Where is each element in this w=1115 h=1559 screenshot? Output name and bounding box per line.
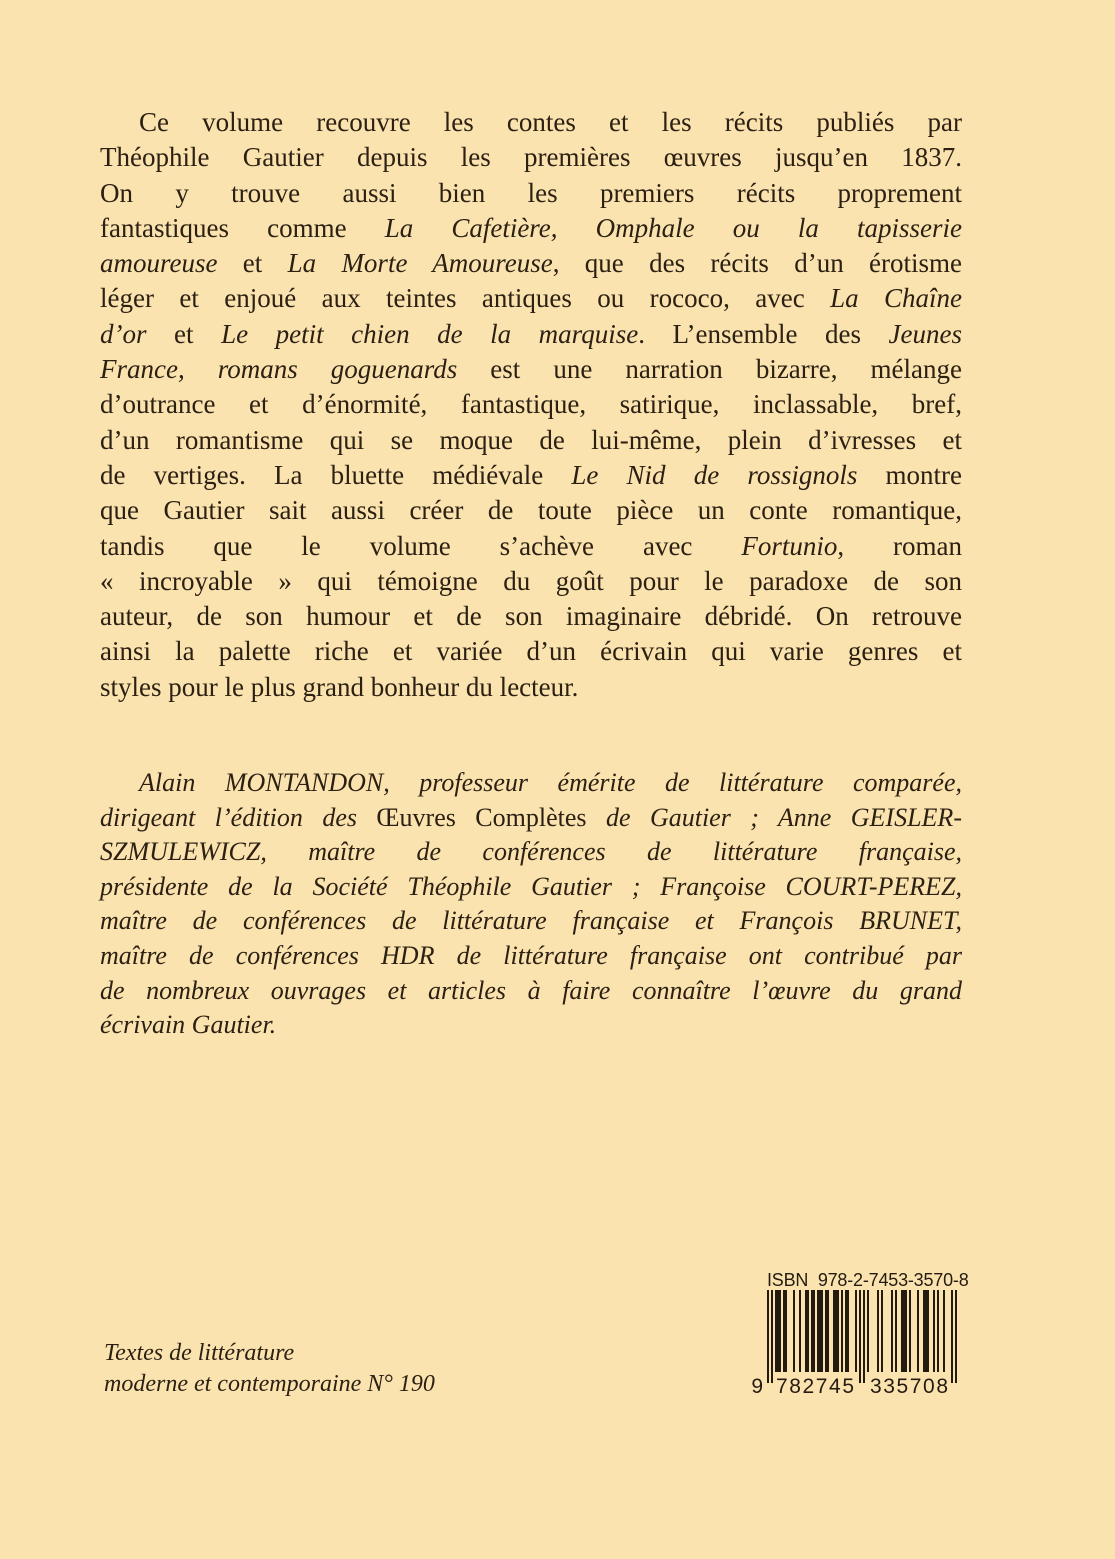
text-line xyxy=(100,105,962,140)
barcode-bar xyxy=(933,1290,935,1372)
barcode-bar xyxy=(817,1290,823,1372)
italic-text-run: La Chaîne xyxy=(830,283,962,314)
text-run: styles pour le plus grand bonheur du lecteur. xyxy=(100,671,579,702)
text-run: SZMULEWICZ, maître de conférences de littérature française, xyxy=(100,837,962,867)
text-run: fantastiques comme xyxy=(100,212,385,243)
italic-text-run: d’or xyxy=(100,318,147,349)
barcode-digits-right: 335708 xyxy=(870,1375,948,1396)
italic-text-run: amoureuse xyxy=(100,248,218,279)
collection-number: moderne et contemporaine N° 190 xyxy=(104,1371,435,1397)
text-line xyxy=(100,423,962,458)
barcode-digits-left: 782745 xyxy=(776,1375,854,1396)
barcode-bar xyxy=(811,1290,815,1372)
text-run: léger et enjoué aux teintes antiques ou rococo, avec xyxy=(100,283,831,314)
text-run: d’un romantisme qui se moque de lui-même, plein d’ivresses et xyxy=(100,424,962,455)
text-run: maître de conférences HDR de littérature française ont contribué par xyxy=(100,940,962,970)
text-run: maître de conférences de littérature française et François BRUNET, xyxy=(100,906,962,936)
italic-text-run: Jeunes xyxy=(888,318,962,349)
text-line xyxy=(100,352,962,387)
text-line xyxy=(100,317,962,352)
italic-text-run: France, romans goguenards xyxy=(100,354,458,385)
text-run: montre xyxy=(857,459,963,490)
text-line xyxy=(100,140,962,175)
text-run: est une narration bizarre, mélange xyxy=(457,354,962,385)
text-line xyxy=(100,835,962,870)
barcode-bar xyxy=(923,1290,929,1372)
barcode-bar xyxy=(805,1290,809,1372)
barcode-bar xyxy=(951,1290,953,1383)
barcode-bar xyxy=(793,1290,795,1372)
text-run: . L’ensemble des xyxy=(638,318,889,349)
barcode-bar xyxy=(895,1290,897,1372)
isbn-label: ISBN 978-2-7453-3570-8 xyxy=(767,1270,969,1290)
text-run: présidente de la Société Théophile Gautier ; Françoise COURT-PEREZ, xyxy=(100,871,962,901)
barcode-bar xyxy=(767,1290,769,1383)
text-run: de vertiges. La bluette médiévale xyxy=(100,459,572,490)
text-line xyxy=(100,529,962,564)
text-line xyxy=(100,974,962,1009)
barcode-bar xyxy=(775,1290,781,1372)
text-line xyxy=(100,634,962,669)
barcode-bar xyxy=(867,1290,869,1372)
italic-text-run: Fortunio xyxy=(741,530,838,561)
text-line xyxy=(100,246,962,281)
barcode-bar xyxy=(841,1290,843,1372)
barcode-bar xyxy=(863,1290,865,1383)
text-run: Théophile Gautier depuis les premières œuvres jusqu’en 1837. xyxy=(100,142,962,173)
barcode-bar xyxy=(901,1290,907,1372)
barcode-digit-leading: 9 xyxy=(751,1375,763,1396)
text-run: , roman xyxy=(837,530,962,561)
barcode-bar xyxy=(909,1290,911,1372)
ean13-barcode xyxy=(737,1290,967,1396)
text-run: de nombreux ouvrages et articles à faire connaître l’œuvre du grand xyxy=(100,975,962,1005)
barcode-bar xyxy=(783,1290,787,1372)
text-line xyxy=(100,1008,962,1043)
text-run: d’outrance et d’énormité, fantastique, satirique, inclassable, bref, xyxy=(100,389,962,420)
barcode-bar xyxy=(799,1290,801,1372)
barcode-bar xyxy=(855,1290,857,1372)
text-run: tandis que le volume s’achève avec xyxy=(100,530,742,561)
text-line xyxy=(100,458,962,493)
text-run: « incroyable » qui témoigne du goût pour le paradoxe de son xyxy=(100,565,962,596)
text-run: Alain MONTANDON, professeur émérite de littérature comparée, xyxy=(139,768,962,797)
text-run: ainsi la palette riche et variée d’un écrivain qui varie genres et xyxy=(100,636,962,667)
text-line xyxy=(100,670,962,705)
barcode-bar xyxy=(859,1290,861,1383)
text-line xyxy=(100,493,962,528)
text-line xyxy=(100,904,962,939)
barcode-bar xyxy=(825,1290,829,1372)
text-run: et xyxy=(217,248,288,279)
collection-info xyxy=(104,1338,435,1400)
isbn-barcode-block xyxy=(737,1270,967,1396)
barcode-bar xyxy=(877,1290,879,1372)
italic-text-run: Le Nid de rossignols xyxy=(571,459,858,490)
synopsis-paragraph xyxy=(100,105,962,705)
authors-bio-paragraph xyxy=(100,766,962,1043)
text-line xyxy=(100,564,962,599)
barcode-bar xyxy=(891,1290,893,1372)
text-line xyxy=(100,766,962,801)
text-run: écrivain Gautier. xyxy=(100,1010,277,1040)
text-line xyxy=(100,870,962,905)
barcode-bar xyxy=(917,1290,919,1372)
text-run: Ce volume recouvre les contes et les récits publiés par xyxy=(139,107,962,137)
text-run: et xyxy=(146,318,222,349)
text-run: auteur, de son humour et de son imaginaire débridé. On retrouve xyxy=(100,601,962,632)
barcode-bar xyxy=(833,1290,839,1372)
barcode-bar xyxy=(943,1290,945,1372)
text-run: , que des récits d’un érotisme xyxy=(552,248,962,279)
barcode-bar xyxy=(881,1290,883,1372)
text-line xyxy=(100,939,962,974)
italic-text-run: La Cafetière, Omphale ou la tapisserie xyxy=(384,212,963,243)
text-line xyxy=(100,281,962,316)
text-run: de Gautier ; Anne GEISLER- xyxy=(586,802,962,832)
roman-text-run: Œuvres Complètes xyxy=(376,802,587,832)
barcode-bar xyxy=(771,1290,773,1383)
text-line xyxy=(100,211,962,246)
text-line xyxy=(100,176,962,211)
text-run: que Gautier sait aussi créer de toute pièce un conte romantique, xyxy=(100,495,962,526)
text-run: dirigeant l’édition des xyxy=(100,802,377,832)
text-run: On y trouve aussi bien les premiers récits proprement xyxy=(100,177,962,208)
barcode-bar xyxy=(937,1290,939,1372)
text-line xyxy=(100,599,962,634)
text-line xyxy=(100,387,962,422)
text-line xyxy=(100,801,962,836)
italic-text-run: Le petit chien de la marquise xyxy=(221,318,639,349)
italic-text-run: La Morte Amoureuse xyxy=(287,248,553,279)
barcode-bar xyxy=(955,1290,957,1383)
barcode-bar xyxy=(845,1290,849,1372)
collection-name: Textes de littérature xyxy=(104,1340,295,1366)
